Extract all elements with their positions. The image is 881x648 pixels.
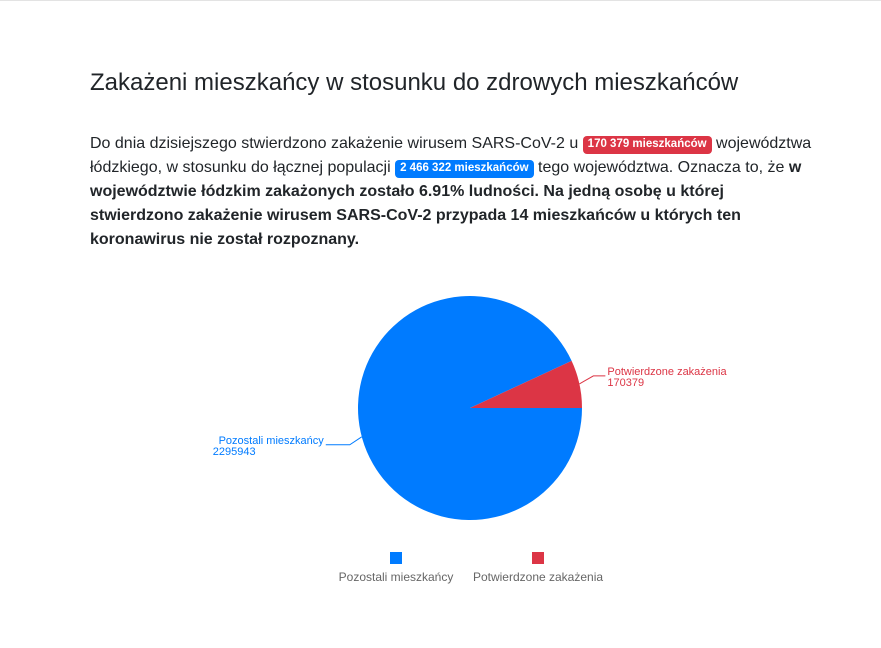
legend-item-potwierdzone-swatch	[532, 552, 544, 564]
pie-chart	[0, 1, 881, 648]
label-line-pozostali	[326, 437, 362, 445]
label-value-pozostali: 2295943	[212, 445, 256, 458]
label-name-potwierdzone: Potwierdzone zakażenia	[607, 365, 727, 378]
summary-text-3: tego województwa. Oznacza to, że	[533, 159, 789, 176]
label-name-pozostali: Pozostali mieszkańcy	[218, 434, 324, 447]
summary-text-2: województwa łódzkiego, w stosunku do łącznej populacji	[90, 135, 812, 176]
legend-item-pozostali-label: Pozostali mieszkańcy	[338, 570, 454, 584]
summary-text-1: Do dnia dzisiejszego stwierdzono zakażenie wirusem SARS-CoV-2 u	[90, 135, 583, 152]
infected-count-badge: 170 379 mieszkańców	[583, 136, 712, 154]
legend-item-pozostali-swatch	[390, 552, 402, 564]
population-badge: 2 466 322 mieszkańców	[395, 160, 534, 178]
label-line-potwierdzone	[579, 376, 605, 384]
summary-conclusion: w województwie łódzkim zakażonych zostało 6.91% ludności. Na jedną osobę u której stwierdzono zakażenie wirusem SARS-CoV-2 przypada 14 mieszkańców u których ten koronawirus nie został rozpoznany.	[90, 159, 802, 248]
label-value-potwierdzone: 170379	[607, 376, 645, 389]
page-title: Zakażeni mieszkańcy w stosunku do zdrowych mieszkańców	[90, 69, 739, 96]
legend-item-potwierdzone-label: Potwierdzone zakażenia	[472, 570, 604, 584]
